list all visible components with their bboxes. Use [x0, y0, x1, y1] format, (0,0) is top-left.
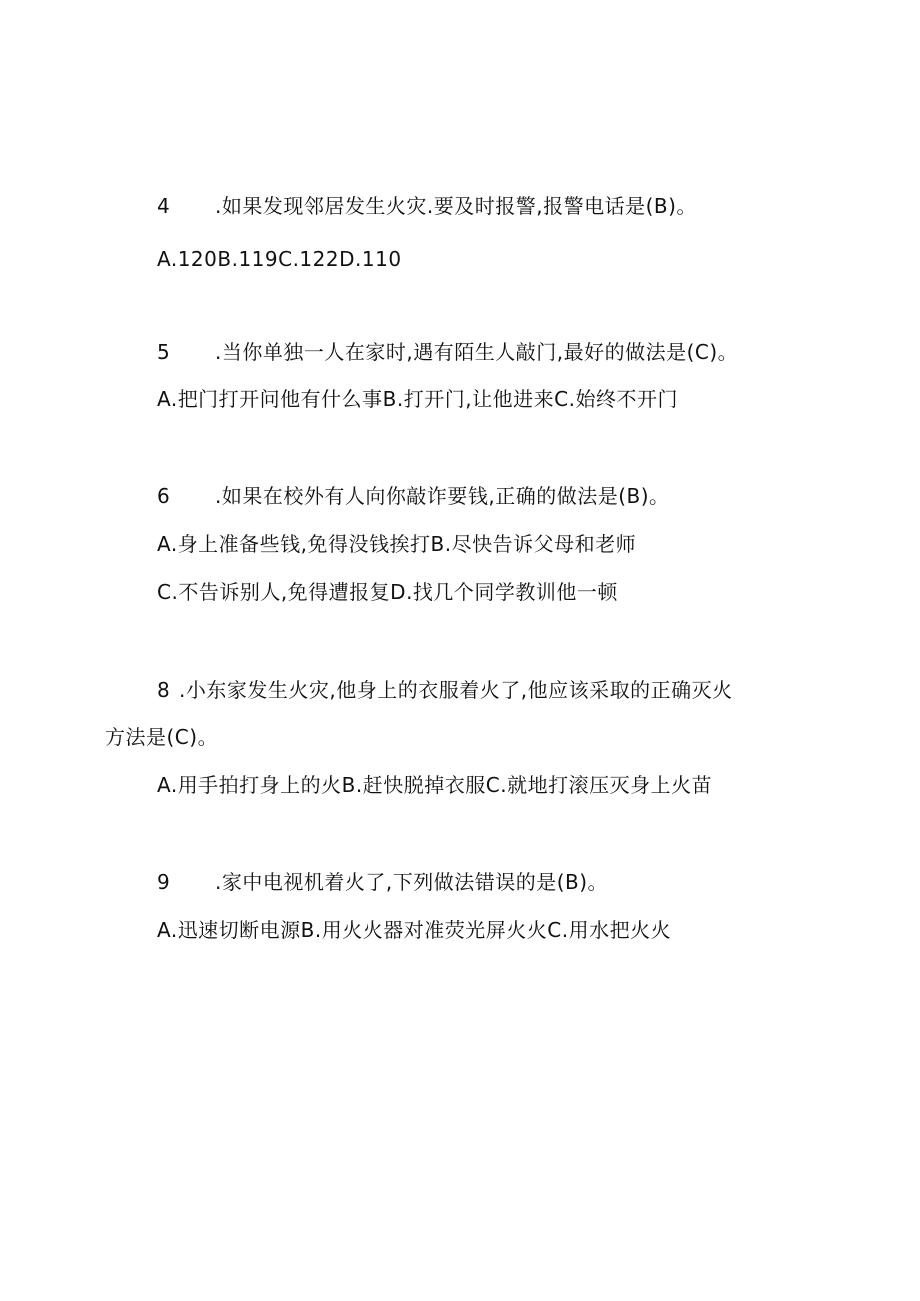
- question-text: .家中电视机着火了,下列做法错误的是(B)。: [215, 870, 609, 894]
- question-6: [157, 482, 670, 510]
- question-text: .如果在校外有人向你敲诈要钱,正确的做法是(B)。: [215, 484, 670, 508]
- question-number: 6: [157, 484, 171, 508]
- question-8: [157, 676, 733, 704]
- question-4: [157, 192, 697, 220]
- question-text: .小东家发生火灾,他身上的衣服着火了,他应该采取的正确灭火: [179, 678, 733, 702]
- question-number: 4: [157, 194, 171, 218]
- question-8-text-continued: 方法是(C)。: [105, 725, 219, 749]
- question-6-options-1: A.身上准备些钱,免得没钱挨打B.尽快告诉父母和老师: [157, 532, 637, 556]
- question-number: 5: [157, 340, 171, 364]
- question-number: 8: [157, 678, 171, 702]
- question-number: 9: [157, 870, 171, 894]
- question-9: [157, 868, 608, 896]
- question-text: .如果发现邻居发生火灾.要及时报警,报警电话是(B)。: [215, 194, 697, 218]
- question-5-options: A.把门打开问他有什么事B.打开门,让他进来C.始终不开门: [157, 387, 678, 411]
- question-5: [157, 338, 738, 366]
- question-text: .当你单独一人在家时,遇有陌生人敲门,最好的做法是(C)。: [215, 340, 739, 364]
- question-9-options: A.迅速切断电源B.用火火器对准荧光屏火火C.用水把火火: [157, 918, 672, 942]
- question-4-options: A.120B.119C.122D.110: [157, 247, 402, 271]
- question-6-options-2: C.不告诉别人,免得遭报复D.找几个同学教训他一顿: [157, 580, 618, 604]
- question-8-options: A.用手拍打身上的火B.赶快脱掉衣服C.就地打滚压灭身上火苗: [157, 773, 713, 797]
